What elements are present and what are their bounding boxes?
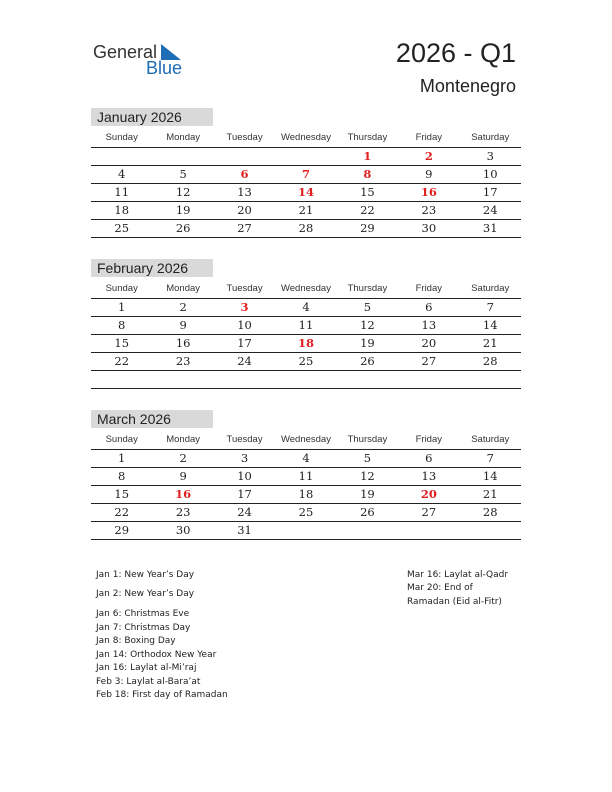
- day-cell: 3: [486, 149, 494, 163]
- day-cell: 15: [360, 185, 375, 199]
- holiday-note: Mar 16: Laylat al-Qadr: [407, 570, 509, 580]
- weekday-label: Monday: [166, 132, 201, 143]
- day-cell: 18: [114, 203, 130, 217]
- month-title: January 2026: [91, 108, 213, 126]
- weekday-label: Saturday: [471, 434, 510, 445]
- weekday-label: Thursday: [347, 434, 388, 445]
- weekday-label: Saturday: [471, 283, 510, 294]
- weekday-label: Monday: [166, 434, 201, 445]
- week-row: [91, 450, 521, 468]
- holiday-note: Mar 20: End of: [407, 583, 473, 593]
- week-row: [91, 317, 521, 335]
- day-cell: 12: [360, 469, 375, 483]
- month-title: February 2026: [91, 259, 213, 277]
- logo-text-general: General: [93, 42, 158, 62]
- day-cell: [275, 371, 336, 388]
- day-cell: 25: [114, 221, 130, 235]
- day-cell: 25: [298, 505, 314, 519]
- week-row: [91, 371, 521, 389]
- day-cell: 20: [237, 203, 252, 217]
- day-cell: 14: [482, 469, 498, 483]
- day-cell: 24: [237, 505, 252, 519]
- day-cell: 6: [425, 451, 433, 465]
- weekday-label: Wednesday: [280, 434, 331, 445]
- weekday-label: Tuesday: [226, 132, 263, 143]
- day-cell: 21: [298, 203, 314, 217]
- day-cell: 25: [298, 354, 314, 368]
- week-row: [91, 353, 521, 371]
- week-row: [91, 299, 521, 317]
- day-cell: 5: [363, 300, 372, 314]
- day-cell: [91, 148, 152, 165]
- holiday-day-cell: 16: [175, 487, 192, 501]
- day-cell: [152, 148, 213, 165]
- day-cell: 19: [360, 336, 375, 350]
- day-cell: 11: [298, 469, 314, 483]
- logo-text-blue: Blue: [146, 58, 183, 78]
- day-cell: 24: [237, 354, 252, 368]
- country-name: Montenegro: [419, 76, 516, 96]
- week-row: [91, 335, 521, 353]
- day-cell: [275, 148, 336, 165]
- holiday-note: Feb 3: Laylat al-Bara’at: [96, 677, 201, 687]
- day-cell: 11: [298, 318, 314, 332]
- day-cell: 31: [237, 523, 252, 537]
- weekday-label: Tuesday: [226, 434, 263, 445]
- day-cell: 2: [179, 451, 187, 465]
- holiday-day-cell: 7: [301, 167, 310, 181]
- day-cell: 4: [302, 451, 310, 465]
- day-cell: 6: [425, 300, 433, 314]
- day-cell: 2: [179, 300, 187, 314]
- day-cell: 31: [482, 221, 498, 235]
- day-cell: 30: [421, 221, 437, 235]
- day-cell: 22: [114, 505, 130, 519]
- holiday-note: Jan 7: Christmas Day: [96, 623, 191, 633]
- weekday-label: Wednesday: [280, 132, 331, 143]
- holiday-note: Ramadan (Eid al-Fitr): [407, 597, 502, 607]
- day-cell: 4: [302, 300, 310, 314]
- week-row: [91, 522, 521, 540]
- weekday-label: Thursday: [347, 283, 388, 294]
- holiday-note: Jan 6: Christmas Eve: [96, 609, 190, 619]
- weekday-header-row: [91, 129, 521, 148]
- day-cell: 26: [360, 505, 375, 519]
- weekday-label: Friday: [415, 434, 443, 445]
- day-cell: 10: [482, 167, 498, 181]
- day-cell: 22: [360, 203, 375, 217]
- holiday-day-cell: 6: [240, 167, 249, 181]
- day-cell: 18: [298, 487, 314, 501]
- day-cell: 24: [482, 203, 498, 217]
- day-cell: 8: [118, 318, 126, 332]
- holiday-day-cell: 3: [240, 300, 249, 314]
- day-cell: 9: [179, 318, 187, 332]
- week-row: [91, 220, 521, 238]
- weekday-label: Sunday: [105, 283, 138, 294]
- holiday-note: Jan 14: Orthodox New Year: [96, 650, 217, 660]
- page-title: 2026 - Q1: [395, 38, 516, 68]
- holiday-day-cell: 20: [420, 487, 437, 501]
- day-cell: 19: [175, 203, 191, 217]
- month-title: March 2026: [91, 410, 213, 428]
- day-cell: 15: [114, 336, 130, 350]
- weekday-header-row: [91, 280, 521, 299]
- weekday-label: Sunday: [105, 132, 138, 143]
- holiday-day-cell: 8: [363, 167, 372, 181]
- day-cell: 9: [425, 167, 433, 181]
- day-cell: [214, 148, 275, 165]
- day-cell: [398, 522, 459, 539]
- week-row: [91, 148, 521, 166]
- day-cell: [398, 371, 459, 388]
- day-cell: 16: [175, 336, 191, 350]
- day-cell: 19: [360, 487, 375, 501]
- holiday-day-cell: 18: [297, 336, 314, 350]
- day-cell: 1: [118, 300, 126, 314]
- day-cell: 23: [175, 505, 191, 519]
- weekday-label: Friday: [415, 132, 443, 143]
- holiday-note: Jan 8: Boxing Day: [96, 636, 176, 646]
- week-row: [91, 166, 521, 184]
- day-cell: 23: [175, 354, 191, 368]
- weekday-header-row: [91, 431, 521, 450]
- day-cell: 5: [179, 167, 187, 181]
- day-cell: 15: [114, 487, 130, 501]
- holiday-day-cell: 1: [363, 149, 372, 163]
- week-row: [91, 202, 521, 220]
- day-cell: 8: [118, 469, 126, 483]
- day-cell: 30: [175, 523, 191, 537]
- day-cell: 17: [237, 487, 252, 501]
- generalblue-logo: [93, 40, 193, 80]
- day-cell: 28: [482, 354, 498, 368]
- holiday-note: Jan 1: New Year’s Day: [96, 570, 195, 580]
- day-cell: 21: [482, 336, 498, 350]
- day-cell: 5: [363, 451, 372, 465]
- day-cell: [337, 522, 398, 539]
- day-cell: 28: [298, 221, 314, 235]
- day-cell: 10: [237, 469, 252, 483]
- day-cell: 11: [114, 185, 130, 199]
- day-cell: [275, 522, 336, 539]
- week-row: [91, 184, 521, 202]
- weekday-label: Wednesday: [280, 283, 331, 294]
- week-row: [91, 468, 521, 486]
- day-cell: [214, 371, 275, 388]
- day-cell: 26: [175, 221, 191, 235]
- day-cell: 13: [421, 469, 437, 483]
- weekday-label: Tuesday: [226, 283, 263, 294]
- day-cell: [460, 371, 521, 388]
- day-cell: 1: [118, 451, 126, 465]
- week-row: [91, 504, 521, 522]
- weekday-label: Friday: [415, 283, 443, 294]
- day-cell: 29: [360, 221, 375, 235]
- day-cell: 29: [114, 523, 130, 537]
- holiday-note: Feb 18: First day of Ramadan: [96, 690, 228, 700]
- weekday-label: Monday: [166, 283, 201, 294]
- day-cell: 27: [237, 221, 252, 235]
- day-cell: 12: [360, 318, 375, 332]
- day-cell: 12: [175, 185, 191, 199]
- day-cell: [152, 371, 213, 388]
- day-cell: 26: [360, 354, 375, 368]
- day-cell: 27: [421, 354, 437, 368]
- day-cell: 23: [421, 203, 437, 217]
- day-cell: 22: [114, 354, 130, 368]
- holiday-note: Jan 16: Laylat al-Mi’raj: [96, 663, 197, 673]
- holiday-day-cell: 16: [420, 185, 437, 199]
- day-cell: 13: [237, 185, 252, 199]
- day-cell: 9: [179, 469, 187, 483]
- day-cell: 10: [237, 318, 252, 332]
- holiday-day-cell: 14: [297, 185, 314, 199]
- day-cell: 4: [118, 167, 126, 181]
- day-cell: 13: [421, 318, 437, 332]
- day-cell: 3: [240, 451, 249, 465]
- day-cell: 7: [486, 300, 494, 314]
- day-cell: 17: [237, 336, 252, 350]
- day-cell: 27: [421, 505, 437, 519]
- day-cell: 14: [482, 318, 498, 332]
- weekday-label: Sunday: [105, 434, 138, 445]
- day-cell: 17: [482, 185, 498, 199]
- day-cell: [337, 371, 398, 388]
- weekday-label: Saturday: [471, 132, 510, 143]
- week-row: [91, 486, 521, 504]
- day-cell: 28: [482, 505, 498, 519]
- day-cell: 20: [421, 336, 437, 350]
- day-cell: [460, 522, 521, 539]
- day-cell: [91, 371, 152, 388]
- day-cell: 7: [486, 451, 494, 465]
- weekday-label: Thursday: [347, 132, 388, 143]
- holiday-note: Jan 2: New Year’s Day: [96, 589, 195, 599]
- day-cell: 21: [482, 487, 498, 501]
- holiday-day-cell: 2: [424, 149, 433, 163]
